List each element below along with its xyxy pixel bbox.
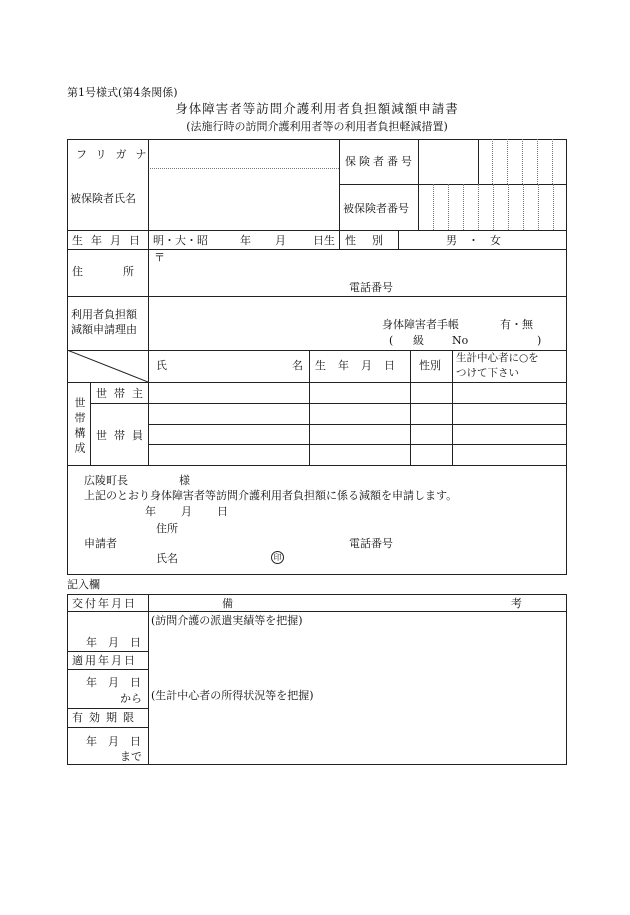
validity-until-label: まで bbox=[120, 750, 142, 763]
handbook-grade-label: 級 bbox=[413, 334, 424, 347]
application-year-unit: 年 bbox=[145, 505, 156, 518]
address-phone-label: 電話番号 bbox=[349, 281, 393, 294]
form-number: 第1号様式(第4条関係) bbox=[67, 86, 178, 99]
household-row[interactable] bbox=[149, 383, 566, 402]
household-name-label-2: 名 bbox=[292, 359, 303, 372]
remarks-label-1: 備 bbox=[222, 597, 233, 610]
handbook-label: 身体障害者手帳 bbox=[382, 318, 459, 331]
validity-date-ymd: 年 月 日 bbox=[86, 735, 141, 748]
handbook-no-label: No bbox=[452, 334, 469, 347]
insurer-number-field[interactable] bbox=[420, 141, 565, 182]
diagonal-corner-line bbox=[67, 350, 148, 382]
household-row[interactable] bbox=[149, 425, 566, 443]
application-day-unit: 日 bbox=[217, 505, 228, 518]
application-month-unit: 月 bbox=[181, 505, 192, 518]
handbook-paren-close: ) bbox=[537, 334, 542, 347]
form-title: 身体障害者等訪問介護利用者負担額減額申請書 bbox=[175, 101, 459, 116]
birthdate-label: 生年月日 bbox=[72, 234, 148, 247]
income-note: (生計中心者の所得状況等を把握) bbox=[151, 689, 314, 702]
household-row[interactable] bbox=[149, 404, 566, 423]
birth-year-unit: 年 bbox=[240, 234, 251, 247]
applicant-phone-label: 電話番号 bbox=[349, 537, 393, 550]
furigana-label: フリガナ bbox=[76, 148, 156, 161]
applicant-label: 申請者 bbox=[84, 537, 117, 550]
insured-name-label: 被保険者氏名 bbox=[70, 192, 136, 205]
apply-date-ymd: 年 月 日 bbox=[86, 676, 141, 689]
remarks-label-2: 考 bbox=[511, 597, 522, 610]
apply-from-label: から bbox=[120, 692, 142, 705]
reason-label-line2: 減額申請理由 bbox=[71, 323, 137, 336]
handbook-paren-open: ( bbox=[389, 334, 394, 347]
household-section-label: 世帯構成 bbox=[73, 397, 86, 457]
remarks-field[interactable] bbox=[150, 632, 565, 763]
application-statement: 上記のとおり身体障害者等訪問介護利用者負担額に係る減額を申請します。 bbox=[84, 489, 458, 502]
applicant-name-label: 氏名 bbox=[156, 552, 178, 565]
apply-date-label: 適用年月日 bbox=[72, 654, 137, 667]
handbook-options[interactable]: 有・無 bbox=[500, 318, 533, 331]
household-row[interactable] bbox=[149, 445, 566, 464]
insured-name-field[interactable] bbox=[150, 171, 337, 228]
addressee: 広陵町長 bbox=[84, 474, 128, 487]
era-options[interactable]: 明・大・昭 bbox=[153, 234, 208, 247]
issue-date-label: 交付年月日 bbox=[72, 597, 137, 610]
household-birthdate-label: 生年月日 bbox=[315, 359, 407, 372]
address-field[interactable] bbox=[164, 251, 564, 277]
visit-note: (訪問介護の派遣実績等を把握) bbox=[151, 614, 303, 627]
issue-date-ymd: 年 月 日 bbox=[86, 636, 141, 649]
furigana-field[interactable] bbox=[150, 141, 337, 167]
postal-mark: 〒 bbox=[154, 251, 165, 264]
form-subtitle: (法施行時の訪問介護利用者等の利用者負担軽減措置) bbox=[186, 120, 448, 133]
insurer-number-label: 保険者番号 bbox=[345, 155, 415, 168]
address-label: 住所 bbox=[72, 265, 174, 278]
household-sex-label: 性別 bbox=[419, 359, 441, 372]
seal-mark: 印 bbox=[271, 551, 284, 564]
household-mark-label-2: つけて下さい bbox=[456, 367, 519, 379]
addressee-honorific: 様 bbox=[179, 474, 190, 487]
notes-heading: 記入欄 bbox=[67, 578, 100, 591]
sex-options[interactable]: 男 ・ 女 bbox=[446, 234, 501, 247]
household-mark-label-1: 生計中心者に○を bbox=[456, 352, 539, 364]
household-head-label: 世帯主 bbox=[96, 387, 150, 400]
household-member-label: 世帯員 bbox=[96, 429, 150, 442]
insured-number-label: 被保険者番号 bbox=[343, 202, 409, 215]
household-name-label-1: 氏 bbox=[156, 359, 167, 372]
validity-label: 有効期限 bbox=[72, 711, 140, 724]
birth-month-unit: 月 bbox=[275, 234, 286, 247]
sex-label: 性別 bbox=[345, 234, 399, 247]
birth-day-unit: 日生 bbox=[313, 234, 335, 247]
reason-label-line1: 利用者負担額 bbox=[71, 308, 137, 321]
applicant-address-label: 住所 bbox=[156, 522, 178, 535]
insured-number-field[interactable] bbox=[420, 186, 565, 228]
